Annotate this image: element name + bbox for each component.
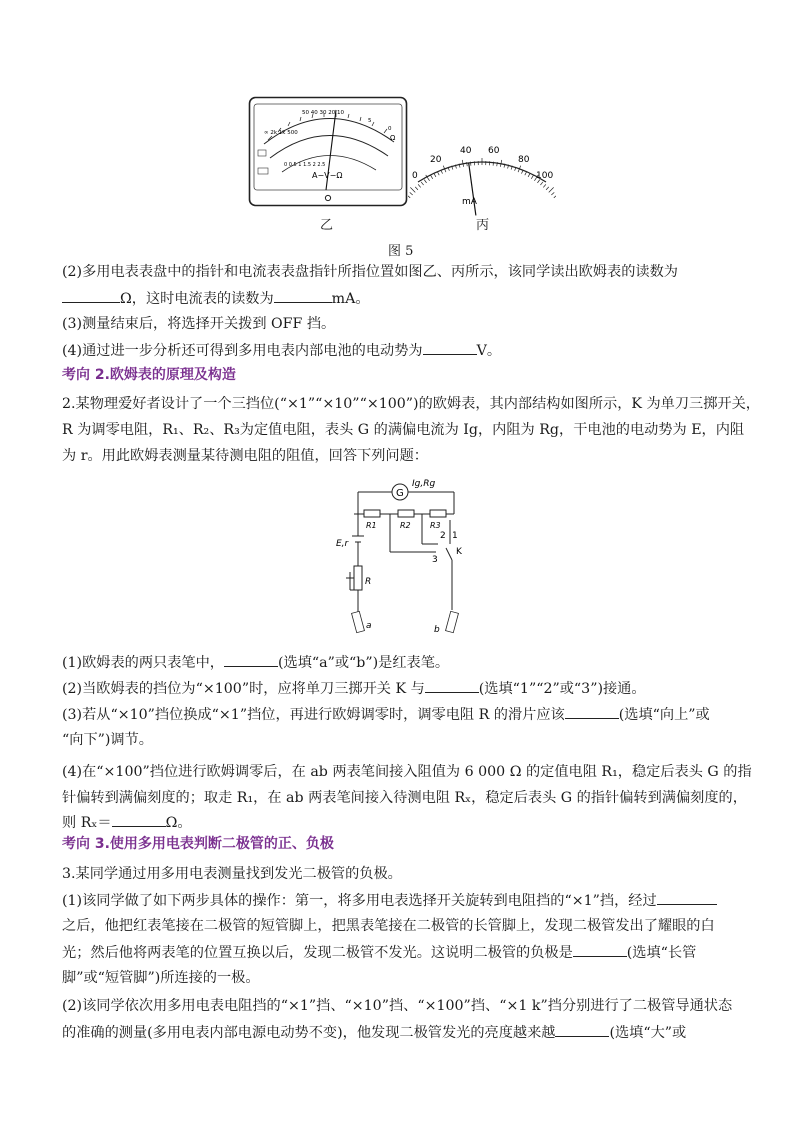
slider-direction-blank[interactable] <box>565 704 619 719</box>
switch-pos-1: 1 <box>452 531 458 541</box>
ammeter-tick-mark <box>408 195 410 198</box>
switch-pos-2: 2 <box>440 531 446 541</box>
ammeter-tick-mark <box>540 182 542 185</box>
negative-pole-blank[interactable] <box>573 942 627 957</box>
probe-b-label: b <box>434 625 440 635</box>
ammeter-tick-mark <box>543 184 546 187</box>
ammeter-tick-mark <box>431 175 433 178</box>
galvanometer-label: G <box>396 488 404 499</box>
switch-k-label: K <box>456 547 462 557</box>
q2-part4-line2: 针偏转到满偏刻度的；取走 R₁，在 ab 两表笔间接入待测电阻 Rₓ，稳定后表头 G 的指针偏转到满偏刻度的， <box>62 790 747 806</box>
brightness-blank[interactable] <box>555 1022 609 1037</box>
ohmmeter-circuit-diagram <box>328 474 468 644</box>
figure-label-yi: 乙 <box>320 218 334 233</box>
resistor-r3-label: R3 <box>430 521 441 530</box>
q2-intro-line3: 为 r。用此欧姆表测量某待测电阻的阻值，回答下列问题： <box>62 448 428 464</box>
ohm-scale-mid-labels: 50 40 30 20 10 <box>302 110 344 116</box>
ammeter-tick-mark <box>415 187 418 190</box>
ammeter-needle <box>469 163 476 216</box>
ohm-scale-right-label: 5 <box>368 118 372 124</box>
ammeter-tick-mark <box>549 187 554 192</box>
ammeter-tick-60: 60 <box>488 146 500 156</box>
zeroing-step-blank[interactable] <box>657 890 717 905</box>
q3-part1-line2: 之后，他把红表笔接在二极管的短管脚上，把黑表笔接在二极管的长管脚上，发现二极管发出了耀眼的白 <box>62 918 715 934</box>
ammeter-unit: mA <box>462 197 477 207</box>
ammeter-tick-mark <box>554 195 556 198</box>
q2-part4-line3: 则 Rₓ＝ Ω。 <box>62 812 762 833</box>
ammeter-tick-mark <box>410 192 413 195</box>
dc-scale-labels: 0 0.5 1 1.5 2 2.5 <box>284 162 326 168</box>
ammeter-tick-100: 100 <box>536 171 554 181</box>
q2-part3-line2: “向下”)调节。 <box>62 732 153 748</box>
ammeter-tick-mark <box>546 187 549 190</box>
galvanometer-params: Ig,Rg <box>412 479 436 489</box>
ammeter-tick-mark <box>434 173 436 176</box>
battery-label: E,r <box>336 539 349 549</box>
q3-intro: 3.某同学通过用多用电表测量找到发光二极管的负极。 <box>62 866 402 882</box>
figure-label-bing: 丙 <box>476 218 490 233</box>
ammeter-tick-mark <box>418 184 421 187</box>
ammeter-tick-0: 0 <box>412 171 418 181</box>
probe-a-label: a <box>366 621 372 631</box>
resistor-r1-label: R1 <box>366 521 377 530</box>
q1-part3: (3)测量结束后，将选择开关拨到 OFF 挡。 <box>62 316 336 332</box>
ammeter-tick-mark <box>531 175 533 178</box>
ohm-zero-label: 0 <box>388 126 392 132</box>
q1-part2-line1: (2)多用电表表盘中的指针和电流表表盘指针所指位置如图乙、丙所示，该同学读出欧姆表的读数为 <box>62 264 678 280</box>
ammeter-tick-80: 80 <box>518 155 530 165</box>
resistor-r2-label: R2 <box>400 521 411 530</box>
red-probe-blank[interactable] <box>224 652 278 667</box>
rheostat-label: R <box>365 577 372 587</box>
q2-part1: (1)欧姆表的两只表笔中， (选填“a”或“b”)是红表笔。 <box>62 652 762 673</box>
switch-position-blank[interactable] <box>425 678 479 693</box>
ohm-reading-blank[interactable] <box>62 288 120 303</box>
dial-text: A−V−Ω <box>312 171 343 180</box>
emf-blank[interactable] <box>423 340 477 355</box>
ohm-symbol: Ω <box>390 134 396 142</box>
q2-intro-line2: R 为调零电阻，R₁、R₂、R₃为定值电阻，表头 G 的满偏电流为 Ig，内阻为 Rg，干电池的电动势为 E，内阻 <box>62 422 745 438</box>
ammeter-tick-mark <box>421 182 423 185</box>
figure-caption: 图 5 <box>388 244 414 259</box>
ammeter-tick-mark <box>410 187 415 192</box>
switch-pos-3: 3 <box>432 555 438 565</box>
ammeter-tick-mark <box>528 173 530 176</box>
ammeter-tick-mark <box>551 192 554 195</box>
section-heading-2: 考向 2.欧姆表的原理及构造 <box>62 367 236 383</box>
q1-part2-line2: Ω，这时电流表的读数为 mA。 <box>62 288 762 309</box>
probe-b <box>446 611 459 632</box>
multimeter-dial-figure <box>248 96 408 208</box>
q2-part2: (2)当欧姆表的挡位为“×100”时，应将单刀三掷开关 K 与 (选填“1”“2”或“3”)接通。 <box>62 678 762 699</box>
ohm-scale-left-labels: ∞ 2k 1k 500 <box>264 130 298 136</box>
q2-part4-line1: (4)在“×100”挡位进行欧姆调零后，在 ab 两表笔间接入阻值为 6 000 Ω 的定值电阻 R₁，稳定后表头 G 的指 <box>62 764 752 780</box>
q1-part4: (4)通过进一步分析还可得到多用电表内部电池的电动势为 V。 <box>62 340 762 361</box>
q2-part3-line1: (3)若从“×10”挡位换成“×1”挡位，再进行欧姆调零时，调零电阻 R 的滑片应该 (选填“向上”或 <box>62 704 762 725</box>
q2-intro-line1: 2.某物理爱好者设计了一个三挡位(“×1”“×10”“×100”)的欧姆表，其内部结构如图所示，K 为单刀三掷开关， <box>62 396 760 412</box>
q3-part2-line2: 的准确的测量(多用电表内部电源电动势不变)，他发现二极管发光的亮度越来越 (选填“大”或 <box>62 1022 762 1043</box>
ammeter-tick-20: 20 <box>430 155 442 165</box>
q3-part1-line3: 光；然后他将两表笔的位置互换以后，发现二极管不发光。这说明二极管的负极是 (选填“长管 <box>62 942 762 963</box>
ammeter-tick-40: 40 <box>460 146 472 156</box>
ammeter-tick-mark <box>437 172 439 176</box>
ammeter-tick-mark <box>525 172 527 176</box>
section-heading-3: 考向 3.使用多用电表判断二极管的正、负极 <box>62 836 334 852</box>
q3-part1-line1: (1)该同学做了如下两步具体的操作：第一，将多用电表选择开关旋转到电阻挡的“×1”挡，经过 <box>62 890 762 911</box>
ammeter-tick-mark <box>424 180 426 183</box>
current-reading-blank[interactable] <box>274 288 332 303</box>
q3-part2-line1: (2)该同学依次用多用电表电阻挡的“×1”挡、“×10”挡、“×100”挡、“×1 k”挡分别进行了二极管导通状态 <box>62 998 733 1014</box>
q3-part1-line4: 脚”或“短管脚”)所连接的一极。 <box>62 970 260 986</box>
probe-a <box>352 611 365 632</box>
rx-value-blank[interactable] <box>112 812 166 827</box>
